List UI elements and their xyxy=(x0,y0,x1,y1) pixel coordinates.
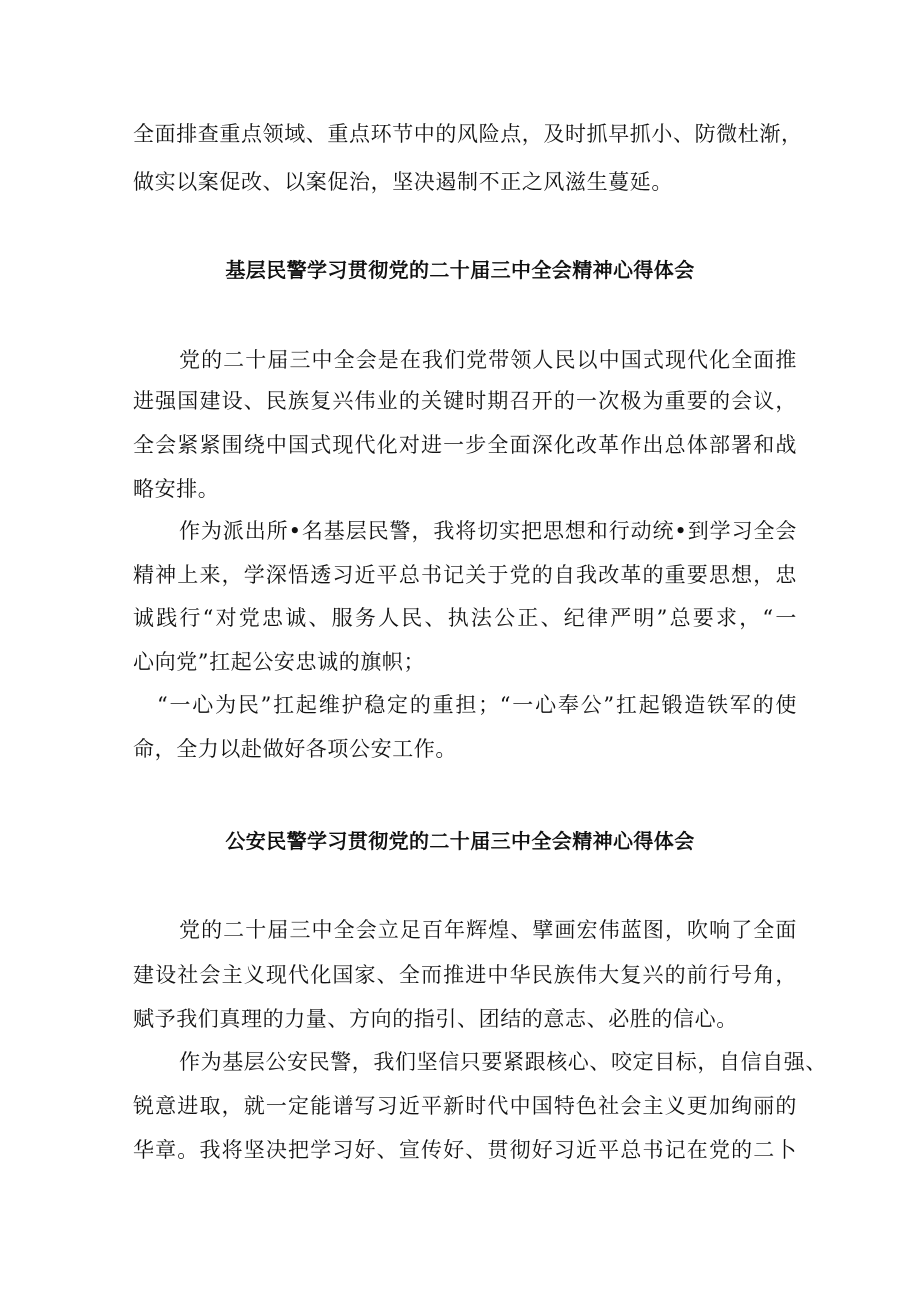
section1-p3-line-1: “一心为民”扛起维护稳定的重担；“一心奉公”扛起锻造铁军的使 xyxy=(157,693,797,717)
section2-p1-line-2: 建设社会主义现代化国家、全而推进中华民族伟大复兴的前行号角， xyxy=(133,963,797,987)
section2-p2-line-1: 作为基层公安民警，我们坚信只要紧跟核心、咬定目标，自信自强、 xyxy=(179,1050,827,1074)
section2-p2-line-2: 锐意进取，就一定能谱写习近平新时代中国特色社会主义更加绚丽的 xyxy=(133,1094,797,1118)
section1-p1-line-1: 党的二十届三中全会是在我们党带领人民以中国式现代化全面推 xyxy=(179,348,797,372)
section1-p2-line-2: 精神上来，学深悟透习近平总书记关于党的自我改革的重要思想，忠 xyxy=(133,563,797,587)
intro-line-2: 做实以案促改、以案促治，坚决遏制不正之风滋生蔓延。 xyxy=(133,170,673,194)
section2-title: 公安民警学习贯彻党的二十届三中全会精神心得体会 xyxy=(225,829,695,853)
intro-line-1: 全面排查重点领域、重点环节中的风险点，及时抓早抓小、防微杜渐， xyxy=(133,122,803,146)
section2-p1-line-3: 赋予我们真理的力量、方向的指引、团结的意志、必胜的信心。 xyxy=(133,1007,738,1031)
section1-p1-line-4: 略安排。 xyxy=(133,477,220,501)
section1-p1-line-2: 进强国建设、民族复兴伟业的关键时期召开的一次极为重要的会议， xyxy=(133,389,797,413)
section1-title: 基层民警学习贯彻党的二十届三中全会精神心得体会 xyxy=(225,258,695,282)
section1-p2-line-3: 诚践行“对党忠诚、服务人民、执法公正、纪律严明”总要求，“一 xyxy=(133,606,797,630)
section2-p1-line-1: 党的二十届三中全会立足百年辉煌、擘画宏伟蓝图，吹响了全面 xyxy=(179,918,797,942)
section1-p2-line-4: 心向党”扛起公安忠诚的旗帜； xyxy=(133,650,426,674)
section2-p2-line-3: 华章。我将坚决把学习好、宣传好、贯彻好习近平总书记在党的二卜 xyxy=(133,1138,797,1162)
section1-p1-line-3: 全会紧紧围绕中国式现代化对进一步全面深化改革作出总体部署和战 xyxy=(133,433,797,457)
section1-p2-line-1: 作为派出所•名基层民警，我将切实把思想和行动统•到学习全会 xyxy=(179,519,797,543)
section1-p3-line-2: 命，全力以赴做好各项公安工作。 xyxy=(133,737,457,761)
